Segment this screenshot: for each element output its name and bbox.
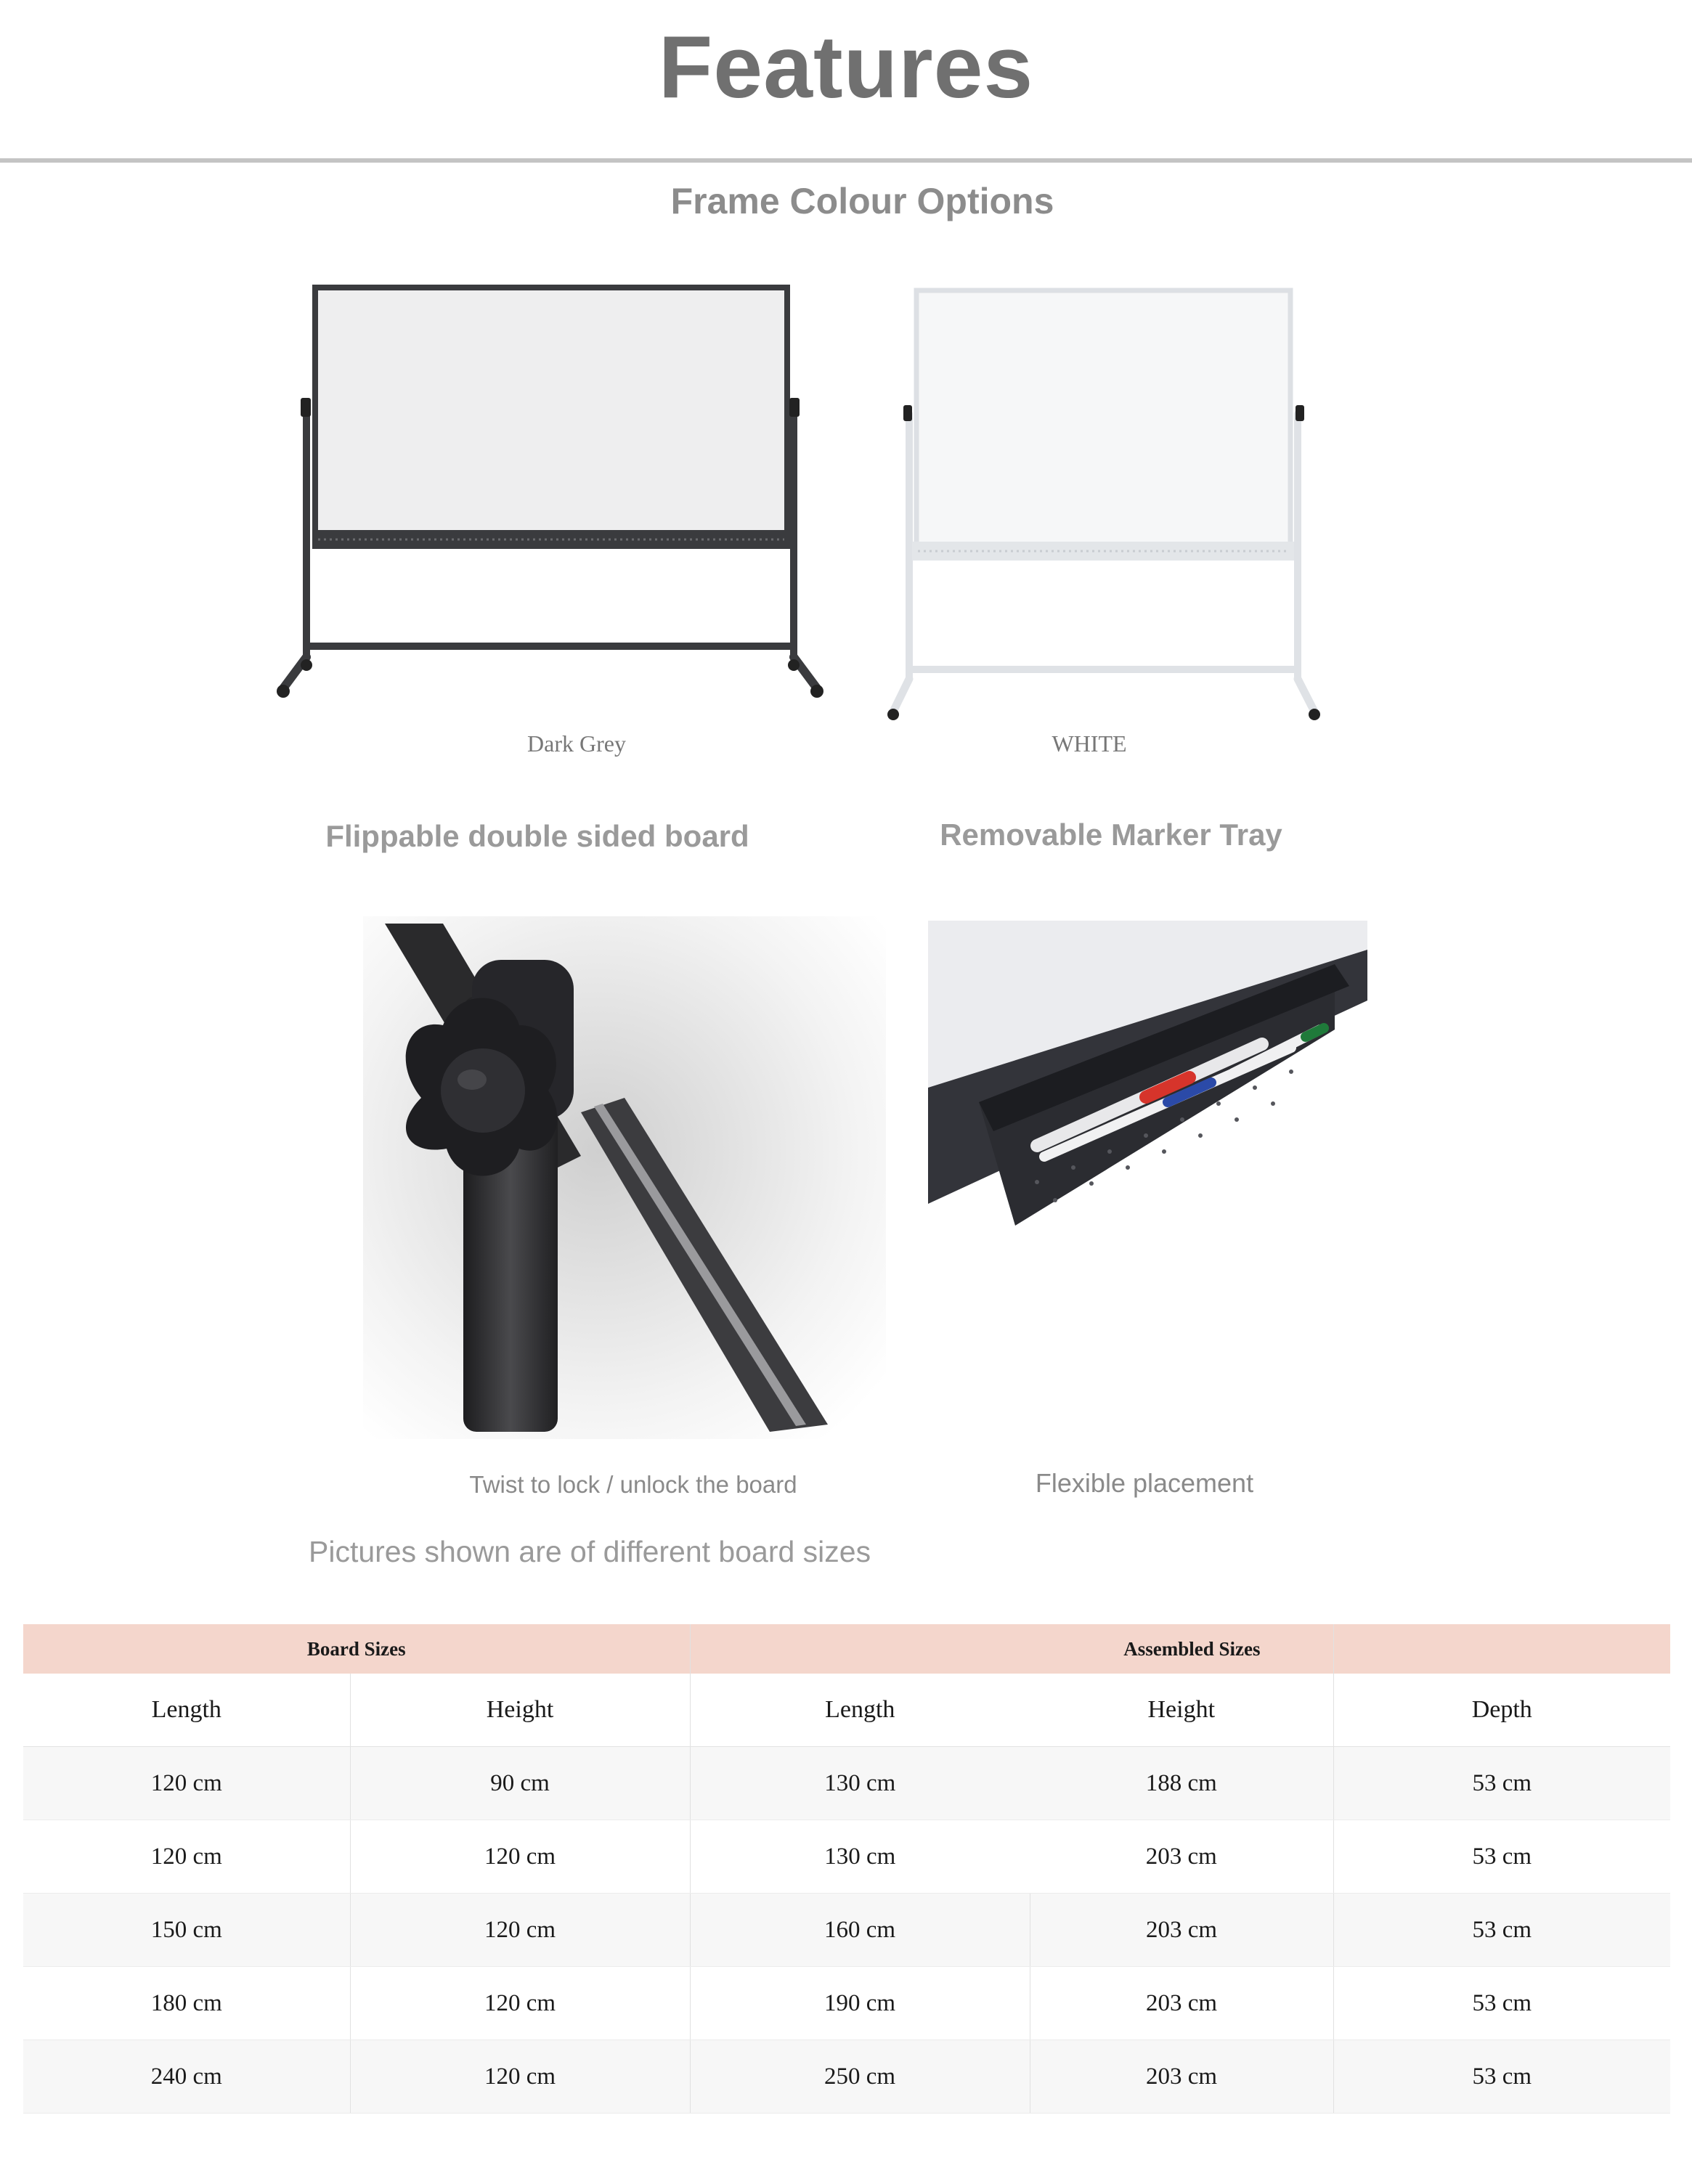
marker-tray-image — [928, 921, 1367, 1240]
table-cell: 203 cm — [1030, 1820, 1333, 1894]
twist-lock-caption: Twist to lock / unlock the board — [469, 1471, 797, 1498]
column-header: Height — [1030, 1674, 1333, 1747]
whiteboard-dark-grey-image — [276, 276, 842, 712]
table-cell: 203 cm — [1030, 1967, 1333, 2040]
frame-option-label-white: WHITE — [1052, 730, 1127, 757]
column-header: Length — [23, 1674, 350, 1747]
table-column-header-row — [23, 1674, 1670, 1747]
table-group-header-row — [23, 1624, 1670, 1674]
table-cell: 130 cm — [690, 1747, 1030, 1820]
board-sizes-header: Board Sizes — [23, 1624, 690, 1674]
table-cell: 120 cm — [350, 2040, 690, 2114]
table-cell: 120 cm — [23, 1820, 350, 1894]
group-header-spacer — [1333, 1624, 1670, 1674]
twist-knob-image — [363, 916, 886, 1439]
table-row — [23, 1894, 1670, 1967]
board-size-note: Pictures shown are of different board sizes — [309, 1535, 871, 1568]
page-title: Features — [658, 17, 1034, 116]
table-cell: 203 cm — [1030, 1894, 1333, 1967]
table-cell: 190 cm — [690, 1967, 1030, 2040]
table-cell: 180 cm — [23, 1967, 350, 2040]
column-header: Length — [690, 1674, 1030, 1747]
table-cell: 53 cm — [1333, 1894, 1670, 1967]
table-cell: 130 cm — [690, 1820, 1030, 1894]
size-table — [23, 1624, 1670, 2114]
whiteboard-white-image — [886, 283, 1343, 733]
table-cell: 90 cm — [350, 1747, 690, 1820]
table-cell: 120 cm — [350, 1967, 690, 2040]
table-cell: 203 cm — [1030, 2040, 1333, 2114]
column-header: Height — [350, 1674, 690, 1747]
table-cell: 120 cm — [350, 1894, 690, 1967]
column-header: Depth — [1333, 1674, 1670, 1747]
table-cell: 53 cm — [1333, 2040, 1670, 2114]
feature-heading-flippable: Flippable double sided board — [325, 819, 749, 853]
table-cell: 53 cm — [1333, 1747, 1670, 1820]
table-cell: 53 cm — [1333, 1967, 1670, 2040]
table-cell: 160 cm — [690, 1894, 1030, 1967]
table-cell: 240 cm — [23, 2040, 350, 2114]
feature-heading-marker-tray: Removable Marker Tray — [940, 818, 1282, 852]
table-cell: 150 cm — [23, 1894, 350, 1967]
table-cell: 53 cm — [1333, 1820, 1670, 1894]
table-cell: 188 cm — [1030, 1747, 1333, 1820]
flexible-placement-caption: Flexible placement — [1035, 1468, 1254, 1498]
table-cell: 250 cm — [690, 2040, 1030, 2114]
table-row — [23, 2040, 1670, 2114]
table-cell: 120 cm — [23, 1747, 350, 1820]
table-row — [23, 1820, 1670, 1894]
title-divider — [0, 158, 1692, 163]
table-row — [23, 1747, 1670, 1820]
assembled-sizes-header: Assembled Sizes — [690, 1624, 1333, 1674]
section-subtitle: Frame Colour Options — [670, 181, 1054, 221]
frame-option-label-dark-grey: Dark Grey — [527, 730, 626, 757]
table-cell: 120 cm — [350, 1820, 690, 1894]
table-row — [23, 1967, 1670, 2040]
